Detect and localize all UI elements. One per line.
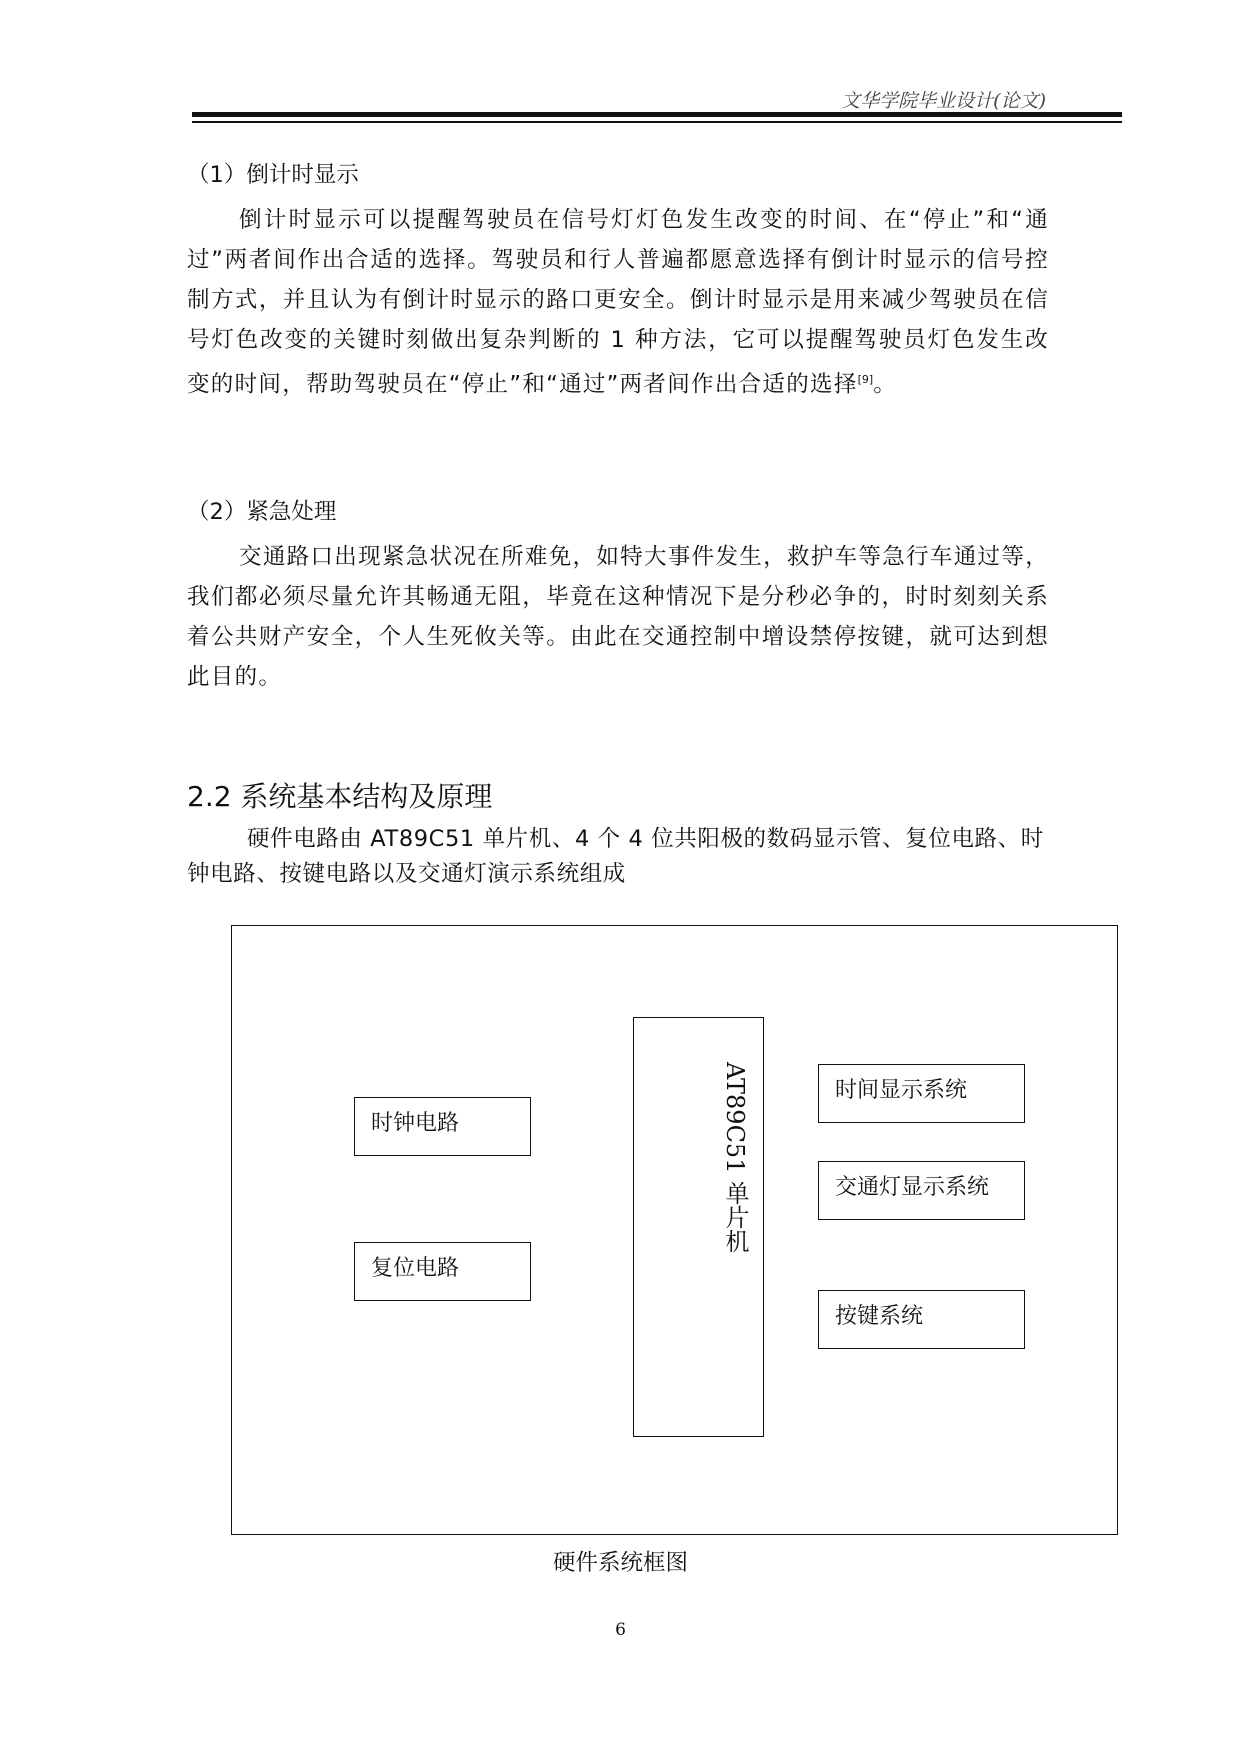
section-heading: 2.2 系统基本结构及原理 xyxy=(187,780,493,813)
header-title: 文华学院毕业设计(论文) xyxy=(841,90,1046,112)
mcu-label: AT89C51 单片机 xyxy=(721,1062,749,1254)
hardware-block-diagram xyxy=(231,925,1118,1535)
countdown-paragraph xyxy=(187,200,1049,405)
clock-circuit-block: 时钟电路 xyxy=(354,1097,531,1156)
countdown-end: 。 xyxy=(873,371,898,398)
key-system-block: 按键系统 xyxy=(818,1290,1025,1349)
countdown-text: 倒计时显示可以提醒驾驶员在信号灯灯色发生改变的时间、在“停止”和“通过”两者间作出合适的选择。驾驶员和行人普遍都愿意选择有倒计时显示的信号控制方式，并且认为有倒计时显示的路口更安全。倒计时显示是用来减少驾驶员在信号灯色改变的关键时刻做出复杂判断的 1 种方法，它可以提醒驾驶员灯色发生改变的时间，帮助驾驶员在“停止”和“通过”两者间作出合适的选择 xyxy=(187,207,1049,398)
traffic-light-display-block: 交通灯显示系统 xyxy=(818,1161,1025,1220)
mcu-block xyxy=(633,1017,764,1437)
figure-caption: 硬件系统框图 xyxy=(552,1550,688,1576)
hardware-text: 硬件电路由 AT89C51 单片机、4 个 4 位共阳极的数码显示管、复位电路、时钟电路、按键电路以及交通灯演示系统组成 xyxy=(187,826,1044,887)
emergency-paragraph: 交通路口出现紧急状况在所难免，如特大事件发生，救护车等急行车通过等，我们都必须尽量允许其畅通无阻，毕竟在这种情况下是分秒必争的，时时刻刻关系着公共财产安全，个人生死攸关等。由此在交通控制中增设禁停按键，就可达到想此目的。 xyxy=(187,544,1049,690)
page-number: 6 xyxy=(615,1620,626,1640)
hardware-paragraph xyxy=(187,822,1057,892)
header-rule-thick xyxy=(192,112,1122,117)
citation-ref: [9] xyxy=(857,373,874,386)
reset-circuit-block: 复位电路 xyxy=(354,1242,531,1301)
time-display-block: 时间显示系统 xyxy=(818,1064,1025,1123)
subsection-heading-countdown: （1）倒计时显示 xyxy=(187,162,359,188)
header-rule-thin xyxy=(192,121,1122,123)
subsection-heading-emergency: （2）紧急处理 xyxy=(187,499,337,525)
